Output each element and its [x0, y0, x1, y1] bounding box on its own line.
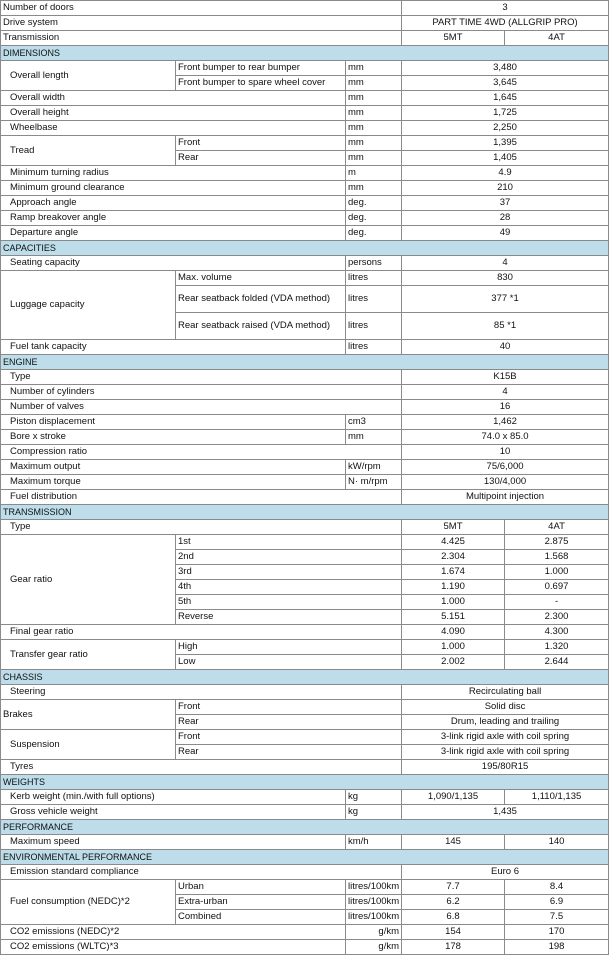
- section-header-row: [1, 46, 609, 61]
- spec-label-cell: Rear seatback raised (VDA method): [176, 313, 346, 340]
- spec-value-cell: K15B: [402, 370, 609, 385]
- spec-label-cell: Number of cylinders: [1, 385, 402, 400]
- spec-label-cell: Wheelbase: [1, 121, 346, 136]
- spec-value-cell: 2.644: [505, 655, 609, 670]
- spec-value-cell: 2.300: [505, 610, 609, 625]
- spec-value-cell: High: [176, 640, 402, 655]
- spec-value-cell: m: [346, 166, 402, 181]
- spec-label-cell: Transmission: [1, 31, 402, 46]
- spec-value-cell: g/km: [346, 940, 402, 955]
- spec-label-cell: Drive system: [1, 16, 402, 31]
- spec-value-cell: 6.2: [402, 895, 505, 910]
- spec-value-cell: persons: [346, 256, 402, 271]
- spec-value-cell: 1,405: [402, 151, 609, 166]
- spec-row: [1, 136, 609, 151]
- spec-row: [1, 211, 609, 226]
- spec-value-cell: 0.697: [505, 580, 609, 595]
- spec-value-cell: litres: [346, 313, 402, 340]
- spec-value-cell: litres/100km: [346, 880, 402, 895]
- spec-label-cell: Departure angle: [1, 226, 346, 241]
- spec-value-cell: litres/100km: [346, 910, 402, 925]
- spec-label-cell: Emission standard compliance: [1, 865, 402, 880]
- spec-value-cell: 28: [402, 211, 609, 226]
- spec-row: [1, 370, 609, 385]
- spec-value-cell: mm: [346, 106, 402, 121]
- spec-row: [1, 385, 609, 400]
- spec-row: [1, 1, 609, 16]
- spec-label-cell: Front bumper to spare wheel cover: [176, 76, 346, 91]
- spec-row: [1, 925, 609, 940]
- spec-value-cell: 3: [402, 1, 609, 16]
- spec-row: [1, 760, 609, 775]
- spec-value-cell: litres: [346, 286, 402, 313]
- spec-value-cell: 2,250: [402, 121, 609, 136]
- spec-label-cell: Bore x stroke: [1, 430, 346, 445]
- section-title: TRANSMISSION: [1, 505, 609, 520]
- spec-label-cell: Transfer gear ratio: [1, 640, 176, 670]
- spec-label-cell: Fuel consumption (NEDC)*2: [1, 880, 176, 925]
- spec-row: [1, 475, 609, 490]
- spec-label-cell: Approach angle: [1, 196, 346, 211]
- spec-value-cell: 1,435: [402, 805, 609, 820]
- spec-value-cell: 4: [402, 256, 609, 271]
- spec-row: [1, 445, 609, 460]
- spec-value-cell: 2.002: [402, 655, 505, 670]
- spec-row: [1, 685, 609, 700]
- spec-row: [1, 460, 609, 475]
- spec-label-cell: Gear ratio: [1, 535, 176, 625]
- section-header-row: [1, 670, 609, 685]
- spec-row: [1, 271, 609, 286]
- spec-value-cell: mm: [346, 136, 402, 151]
- spec-value-cell: 3-link rigid axle with coil spring: [402, 745, 609, 760]
- spec-value-cell: 377 *1: [402, 286, 609, 313]
- spec-value-cell: 40: [402, 340, 609, 355]
- spec-label-cell: Ramp breakover angle: [1, 211, 346, 226]
- spec-value-cell: 49: [402, 226, 609, 241]
- spec-label-cell: Rear: [176, 745, 402, 760]
- spec-value-cell: Max. volume: [176, 271, 346, 286]
- spec-value-cell: cm3: [346, 415, 402, 430]
- section-header-row: [1, 505, 609, 520]
- spec-value-cell: 2.304: [402, 550, 505, 565]
- spec-row: [1, 400, 609, 415]
- spec-row: [1, 166, 609, 181]
- spec-row: [1, 880, 609, 895]
- spec-value-cell: 1,725: [402, 106, 609, 121]
- spec-label-cell: CO2 emissions (NEDC)*2: [1, 925, 346, 940]
- spec-value-cell: 210: [402, 181, 609, 196]
- spec-label-cell: Reverse: [176, 610, 402, 625]
- spec-value-cell: litres/100km: [346, 895, 402, 910]
- spec-row: [1, 196, 609, 211]
- spec-value-cell: 85 *1: [402, 313, 609, 340]
- spec-label-cell: Suspension: [1, 730, 176, 760]
- spec-label-cell: Rear seatback folded (VDA method): [176, 286, 346, 313]
- spec-label-cell: Rear: [176, 715, 402, 730]
- spec-value-cell: Multipoint injection: [402, 490, 609, 505]
- spec-value-cell: 37: [402, 196, 609, 211]
- spec-label-cell: Overall height: [1, 106, 346, 121]
- spec-value-cell: 1.000: [505, 565, 609, 580]
- spec-value-cell: Urban: [176, 880, 346, 895]
- spec-value-cell: mm: [346, 151, 402, 166]
- spec-value-cell: 1.320: [505, 640, 609, 655]
- spec-value-cell: 1,395: [402, 136, 609, 151]
- spec-value-cell: Front: [176, 700, 402, 715]
- spec-label-cell: Maximum output: [1, 460, 346, 475]
- spec-value-cell: 6.8: [402, 910, 505, 925]
- spec-value-cell: 5.151: [402, 610, 505, 625]
- section-title: DIMENSIONS: [1, 46, 609, 61]
- spec-label-cell: Seating capacity: [1, 256, 346, 271]
- spec-table-body: [1, 1, 609, 955]
- spec-value-cell: 1.000: [402, 595, 505, 610]
- spec-value-cell: 75/6,000: [402, 460, 609, 475]
- section-title: WEIGHTS: [1, 775, 609, 790]
- spec-value-cell: mm: [346, 121, 402, 136]
- spec-value-cell: 4.425: [402, 535, 505, 550]
- spec-row: [1, 226, 609, 241]
- spec-value-cell: 4.300: [505, 625, 609, 640]
- spec-label-cell: Piston displacement: [1, 415, 346, 430]
- spec-label-cell: Maximum speed: [1, 835, 346, 850]
- spec-value-cell: Recirculating ball: [402, 685, 609, 700]
- spec-value-cell: 1,645: [402, 91, 609, 106]
- spec-value-cell: 7.5: [505, 910, 609, 925]
- spec-label-cell: Minimum ground clearance: [1, 181, 346, 196]
- spec-label-cell: Extra-urban: [176, 895, 346, 910]
- spec-value-cell: 3,645: [402, 76, 609, 91]
- spec-label-cell: Compression ratio: [1, 445, 402, 460]
- spec-value-cell: 3-link rigid axle with coil spring: [402, 730, 609, 745]
- spec-label-cell: Rear: [176, 151, 346, 166]
- spec-row: [1, 106, 609, 121]
- spec-value-cell: mm: [346, 430, 402, 445]
- spec-label-cell: Gross vehicle weight: [1, 805, 346, 820]
- spec-value-cell: 74.0 x 85.0: [402, 430, 609, 445]
- spec-value-cell: 4.9: [402, 166, 609, 181]
- spec-value-cell: 1st: [176, 535, 402, 550]
- spec-label-cell: Type: [1, 520, 402, 535]
- spec-value-cell: Front: [176, 730, 402, 745]
- spec-row: [1, 520, 609, 535]
- spec-label-cell: Number of doors: [1, 1, 402, 16]
- spec-value-cell: 154: [402, 925, 505, 940]
- spec-value-cell: litres: [346, 340, 402, 355]
- spec-value-cell: N· m/rpm: [346, 475, 402, 490]
- section-header-row: [1, 355, 609, 370]
- spec-value-cell: km/h: [346, 835, 402, 850]
- spec-label-cell: Maximum torque: [1, 475, 346, 490]
- spec-value-cell: kg: [346, 790, 402, 805]
- spec-value-cell: 145: [402, 835, 505, 850]
- spec-value-cell: 1,110/1,135: [505, 790, 609, 805]
- spec-row: [1, 490, 609, 505]
- section-header-row: [1, 850, 609, 865]
- spec-label-cell: 3rd: [176, 565, 402, 580]
- spec-value-cell: mm: [346, 91, 402, 106]
- spec-row: [1, 535, 609, 550]
- spec-value-cell: 4.090: [402, 625, 505, 640]
- spec-row: [1, 640, 609, 655]
- spec-value-cell: 195/80R15: [402, 760, 609, 775]
- spec-label-cell: Brakes: [1, 700, 176, 730]
- spec-value-cell: 3,480: [402, 61, 609, 76]
- spec-row: [1, 415, 609, 430]
- spec-value-cell: 4: [402, 385, 609, 400]
- section-header-row: [1, 820, 609, 835]
- spec-label-cell: Minimum turning radius: [1, 166, 346, 181]
- spec-value-cell: Drum, leading and trailing: [402, 715, 609, 730]
- spec-label-cell: CO2 emissions (WLTC)*3: [1, 940, 346, 955]
- spec-value-cell: Solid disc: [402, 700, 609, 715]
- spec-value-cell: Front bumper to rear bumper: [176, 61, 346, 76]
- spec-value-cell: litres: [346, 271, 402, 286]
- spec-value-cell: 6.9: [505, 895, 609, 910]
- spec-row: [1, 790, 609, 805]
- spec-row: [1, 340, 609, 355]
- spec-label-cell: Number of valves: [1, 400, 402, 415]
- spec-label-cell: Low: [176, 655, 402, 670]
- spec-value-cell: 1.568: [505, 550, 609, 565]
- spec-row: [1, 121, 609, 136]
- section-title: CHASSIS: [1, 670, 609, 685]
- spec-value-cell: 170: [505, 925, 609, 940]
- spec-value-cell: 5MT: [402, 520, 505, 535]
- spec-value-cell: 140: [505, 835, 609, 850]
- spec-row: [1, 865, 609, 880]
- spec-label-cell: Tyres: [1, 760, 402, 775]
- spec-row: [1, 91, 609, 106]
- spec-row: [1, 835, 609, 850]
- spec-value-cell: 1,462: [402, 415, 609, 430]
- spec-row: [1, 16, 609, 31]
- spec-row: [1, 730, 609, 745]
- spec-value-cell: 7.7: [402, 880, 505, 895]
- spec-label-cell: Luggage capacity: [1, 271, 176, 340]
- spec-label-cell: 2nd: [176, 550, 402, 565]
- spec-value-cell: 4AT: [505, 520, 609, 535]
- spec-row: [1, 61, 609, 76]
- spec-value-cell: 178: [402, 940, 505, 955]
- spec-label-cell: 4th: [176, 580, 402, 595]
- spec-label-cell: Overall length: [1, 61, 176, 91]
- spec-value-cell: 4AT: [505, 31, 609, 46]
- spec-value-cell: 198: [505, 940, 609, 955]
- spec-label-cell: 5th: [176, 595, 402, 610]
- spec-label-cell: Combined: [176, 910, 346, 925]
- spec-value-cell: 10: [402, 445, 609, 460]
- spec-label-cell: Fuel tank capacity: [1, 340, 346, 355]
- spec-row: [1, 256, 609, 271]
- spec-label-cell: Tread: [1, 136, 176, 166]
- spec-label-cell: Kerb weight (min./with full options): [1, 790, 346, 805]
- spec-value-cell: 5MT: [402, 31, 505, 46]
- spec-row: [1, 940, 609, 955]
- spec-row: [1, 430, 609, 445]
- spec-value-cell: PART TIME 4WD (ALLGRIP PRO): [402, 16, 609, 31]
- spec-value-cell: mm: [346, 76, 402, 91]
- spec-label-cell: Type: [1, 370, 402, 385]
- spec-value-cell: 1.000: [402, 640, 505, 655]
- spec-value-cell: Front: [176, 136, 346, 151]
- spec-value-cell: 16: [402, 400, 609, 415]
- spec-value-cell: Euro 6: [402, 865, 609, 880]
- spec-value-cell: 1.674: [402, 565, 505, 580]
- spec-value-cell: mm: [346, 181, 402, 196]
- spec-value-cell: deg.: [346, 226, 402, 241]
- spec-label-cell: Final gear ratio: [1, 625, 402, 640]
- spec-value-cell: -: [505, 595, 609, 610]
- section-title: PERFORMANCE: [1, 820, 609, 835]
- spec-value-cell: 8.4: [505, 880, 609, 895]
- spec-value-cell: deg.: [346, 196, 402, 211]
- spec-row: [1, 181, 609, 196]
- spec-label-cell: Fuel distribution: [1, 490, 402, 505]
- spec-value-cell: kg: [346, 805, 402, 820]
- section-header-row: [1, 775, 609, 790]
- spec-value-cell: deg.: [346, 211, 402, 226]
- section-title: ENGINE: [1, 355, 609, 370]
- spec-row: [1, 625, 609, 640]
- spec-value-cell: 1.190: [402, 580, 505, 595]
- spec-value-cell: 1,090/1,135: [402, 790, 505, 805]
- section-title: ENVIRONMENTAL PERFORMANCE: [1, 850, 609, 865]
- spec-value-cell: mm: [346, 61, 402, 76]
- spec-label-cell: Steering: [1, 685, 402, 700]
- section-title: CAPACITIES: [1, 241, 609, 256]
- spec-row: [1, 805, 609, 820]
- section-header-row: [1, 241, 609, 256]
- spec-row: [1, 700, 609, 715]
- spec-row: [1, 31, 609, 46]
- spec-value-cell: 2.875: [505, 535, 609, 550]
- spec-value-cell: kW/rpm: [346, 460, 402, 475]
- spec-value-cell: 130/4,000: [402, 475, 609, 490]
- spec-label-cell: Overall width: [1, 91, 346, 106]
- spec-value-cell: g/km: [346, 925, 402, 940]
- spec-value-cell: 830: [402, 271, 609, 286]
